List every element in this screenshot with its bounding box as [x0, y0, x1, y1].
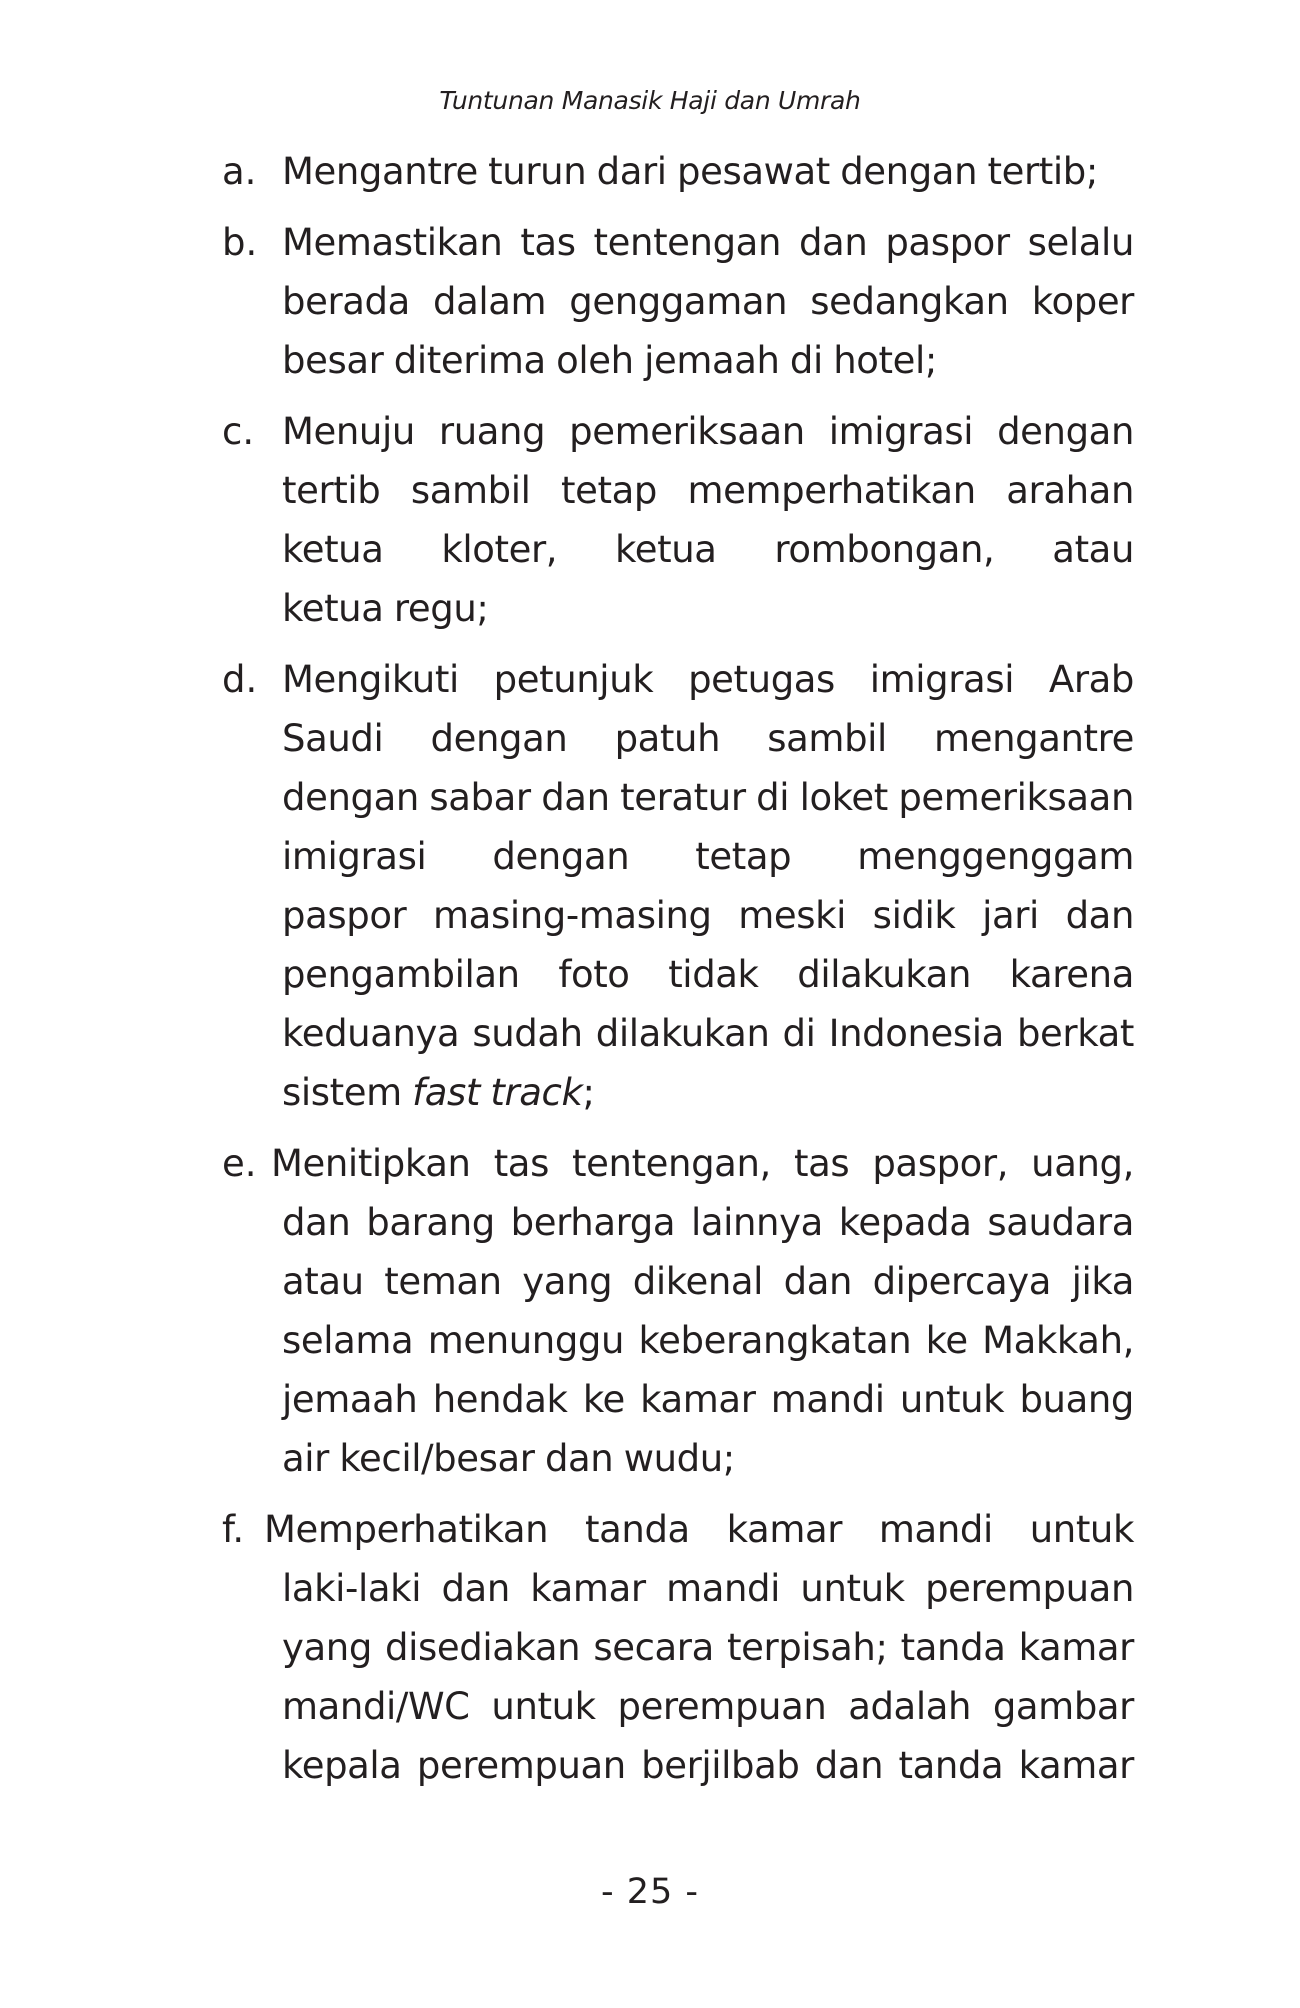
text-line: Mengikuti petunjuk petugas imigrasi Arab [282, 658, 1134, 701]
text-line: mandi/WC untuk perempuan adalah gambar [282, 1685, 1134, 1728]
list-item-text [282, 650, 1134, 1122]
text-line: imigrasi dengan tetap menggenggam [282, 835, 1134, 878]
text-line: air kecil/besar dan wudu; [282, 1437, 735, 1480]
running-header: Tuntunan Manasik Haji dan Umrah [439, 86, 861, 115]
list-item-d [222, 650, 1134, 1122]
text-segment: sistem [282, 1071, 413, 1114]
text-line: keduanya sudah dilakukan di Indonesia berkat [282, 1012, 1134, 1055]
text-line: Memastikan tas tentengan dan paspor selalu [282, 221, 1134, 264]
list-item-text [271, 1134, 1134, 1488]
text-line [282, 1063, 1134, 1122]
text-line: kepala perempuan berjilbab dan tanda kamar [282, 1744, 1134, 1787]
text-line: Menitipkan tas tentengan, tas paspor, uang, [271, 1142, 1134, 1185]
text-line: ketua regu; [282, 587, 489, 630]
list-item-a [222, 142, 1134, 201]
list-item-text [282, 402, 1134, 638]
text-line: dan barang berharga lainnya kepada saudara [282, 1201, 1134, 1244]
text-line: atau teman yang dikenal dan dipercaya jika [282, 1260, 1134, 1303]
list-marker: c. [222, 410, 255, 453]
text-line: berada dalam genggaman sedangkan koper [282, 280, 1134, 323]
text-line: Menuju ruang pemeriksaan imigrasi dengan [282, 410, 1134, 453]
list-item-text [282, 213, 1134, 390]
text-line: Memperhatikan tanda kamar mandi untuk [264, 1508, 1134, 1551]
instruction-list [222, 142, 1134, 1807]
list-item-e [222, 1134, 1134, 1488]
text-line: dengan sabar dan teratur di loket pemeriksaan [282, 776, 1134, 819]
list-item-f [222, 1500, 1134, 1795]
text-line: jemaah hendak ke kamar mandi untuk buang [282, 1378, 1134, 1421]
text-segment: ; [582, 1071, 595, 1114]
list-marker: e. [222, 1142, 257, 1185]
list-marker: a. [222, 150, 257, 193]
text-line: ketua kloter, ketua rombongan, atau [282, 528, 1134, 571]
text-line: selama menunggu keberangkatan ke Makkah, [282, 1319, 1134, 1362]
text-line: Mengantre turun dari pesawat dengan tertib; [282, 150, 1098, 193]
text-line: besar diterima oleh jemaah di hotel; [282, 339, 937, 382]
list-marker: b. [222, 221, 258, 264]
list-item-text [282, 142, 1134, 201]
italic-term: fast track [412, 1071, 583, 1114]
list-marker: f. [222, 1508, 245, 1551]
text-line: yang disediakan secara terpisah; tanda kamar [282, 1626, 1134, 1669]
text-line: Saudi dengan patuh sambil mengantre [282, 717, 1134, 760]
page-number: - 25 - [600, 1872, 700, 1912]
text-line: tertib sambil tetap memperhatikan arahan [282, 469, 1134, 512]
text-line: pengambilan foto tidak dilakukan karena [282, 953, 1134, 996]
list-item-c [222, 402, 1134, 638]
text-line: paspor masing-masing meski sidik jari dan [282, 894, 1134, 937]
text-line: laki-laki dan kamar mandi untuk perempuan [282, 1567, 1134, 1610]
list-marker: d. [222, 658, 258, 701]
list-item-text [264, 1500, 1134, 1795]
list-item-b [222, 213, 1134, 390]
